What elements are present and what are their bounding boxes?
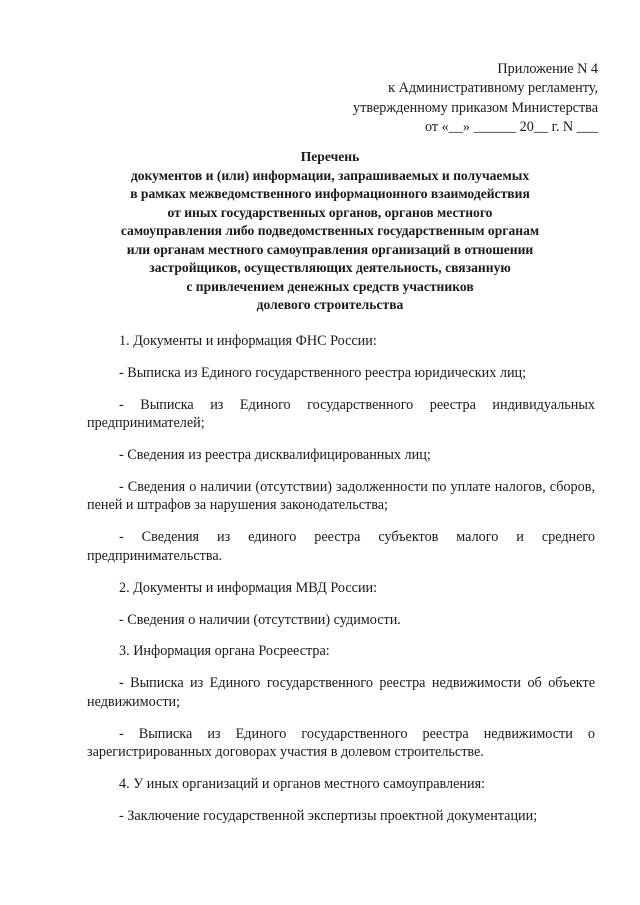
appendix-header [353, 60, 598, 137]
title-line: застройщиков, осуществляющих деятельность, связанную [149, 260, 511, 275]
list-item: - Сведения о наличии (отсутствии) задолженности по уплате налогов, сборов, пеней и штрафов за нарушения законодательства; [87, 479, 595, 514]
appendix-line: утвержденному приказом Министерства [353, 99, 598, 116]
title-line: документов и (или) информации, запрашиваемых и получаемых [130, 167, 530, 183]
title-line: долевого строительства [256, 297, 404, 312]
list-item: - Сведения о наличии (отсутствии) судимости. [119, 611, 401, 628]
title-line: в рамках межведомственного информационного взаимодействия [130, 186, 530, 201]
list-item: - Выписка из Единого государственного реестра недвижимости об объекте недвижимости; [87, 675, 595, 710]
title-line: или органам местного самоуправления организаций в отношении [126, 241, 534, 257]
appendix-line: Приложение N 4 [497, 61, 598, 77]
appendix-line: к Административному регламенту, [388, 80, 598, 97]
appendix-line: от «__» ______ 20__ г. N ___ [425, 118, 598, 135]
list-item: - Заключение государственной экспертизы проектной документации; [119, 807, 538, 824]
title-line: с привлечением денежных средств участников [186, 278, 474, 294]
list-item: - Сведения из единого реестра субъектов малого и среднего предпринимательства. [87, 529, 595, 564]
list-item: - Выписка из Единого государственного реестра юридических лиц; [119, 364, 527, 381]
section-heading-fns: 1. Документы и информация ФНС России: [119, 333, 377, 349]
list-item: - Сведения из реестра дисквалифицированных лиц; [119, 447, 431, 464]
section-heading-mvd: 2. Документы и информация МВД России: [119, 579, 378, 596]
list-item: - Выписка из Единого государственного реестра индивидуальных предпринимателей; [87, 396, 595, 432]
title-line: самоуправления либо подведомственных государственным органам [120, 223, 540, 238]
title-line: Перечень [300, 149, 360, 164]
section-heading-rosreestr: 3. Информация органа Росреестра: [119, 643, 330, 660]
document-body [87, 332, 595, 839]
list-item: - Выписка из Единого государственного реестра недвижимости о зарегистрированных договорах участия в долевом строительстве. [87, 725, 595, 761]
document-title [60, 148, 600, 315]
title-line: от иных государственных органов, органов местного [167, 204, 493, 220]
section-heading-other: 4. У иных организаций и органов местного самоуправления: [119, 776, 486, 792]
